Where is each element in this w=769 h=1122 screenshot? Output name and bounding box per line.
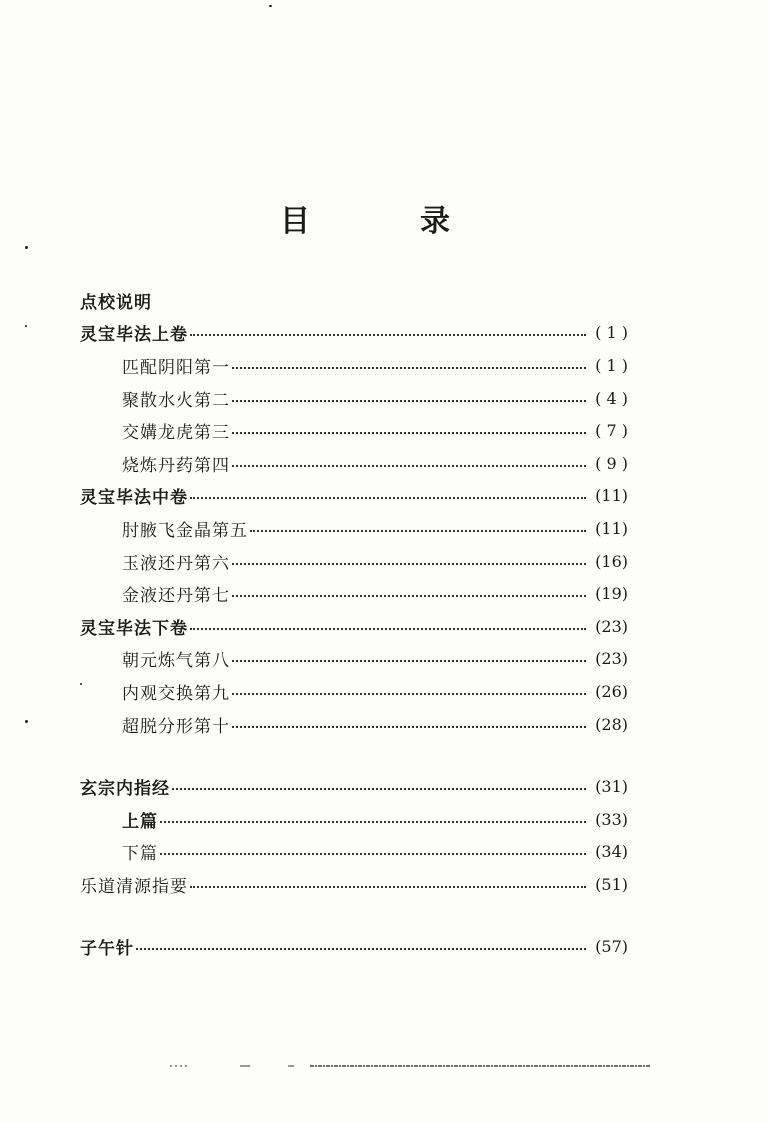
toc-entry-part-lower[interactable] <box>80 836 628 869</box>
dot-leader <box>232 692 586 695</box>
dot-leader <box>232 725 586 728</box>
toc-entry-xuanzong[interactable] <box>80 770 628 803</box>
toc-page-number: (16) <box>595 551 628 571</box>
toc-entry-label: 灵宝毕法下卷 <box>80 618 188 639</box>
toc-entry-label: 内观交换第九 <box>122 683 230 704</box>
toc-entry-label: 肘腋飞金晶第五 <box>122 520 248 541</box>
toc-entry-label: 灵宝毕法中卷 <box>80 488 188 509</box>
toc-entry-chapter-1[interactable] <box>80 349 628 382</box>
toc-entry-label: 玉液还丹第六 <box>122 553 230 574</box>
toc-page-number: (34) <box>595 842 628 862</box>
toc-page-number: (19) <box>595 584 628 604</box>
dot-leader <box>232 594 586 597</box>
toc-page-number: ( 1 ) <box>595 323 628 343</box>
toc-entry-label: 交媾龙虎第三 <box>122 423 230 444</box>
toc-page-number: (26) <box>595 681 628 701</box>
toc-page-number: (11) <box>595 518 628 538</box>
toc-entry-ledao[interactable] <box>80 868 628 901</box>
dot-leader <box>232 562 586 565</box>
toc-entry-chapter-6[interactable] <box>80 545 628 578</box>
table-of-contents <box>80 284 628 963</box>
dot-leader <box>232 366 586 369</box>
dot-leader <box>232 464 586 467</box>
toc-entry-chapter-3[interactable] <box>80 414 628 447</box>
toc-entry-label: 乐道清源指要 <box>80 876 188 897</box>
dot-leader <box>160 852 586 855</box>
toc-page-number: ( 7 ) <box>595 421 628 441</box>
toc-page-number: ( 1 ) <box>595 355 628 375</box>
scan-smudge <box>170 1064 650 1068</box>
toc-entry-label: 点校说明 <box>80 292 152 313</box>
dot-leader <box>190 885 586 888</box>
dot-leader <box>160 820 586 823</box>
toc-entry-label: 聚散水火第二 <box>122 390 230 411</box>
toc-page-number: (51) <box>595 874 628 894</box>
toc-page-number: (33) <box>595 809 628 829</box>
scan-speck <box>25 246 28 249</box>
toc-entry-label: 烧炼丹药第四 <box>122 455 230 476</box>
toc-entry-label: 子午针 <box>80 939 134 960</box>
toc-entry-volume-3[interactable] <box>80 610 628 643</box>
page-title: 目 录 <box>280 204 490 239</box>
toc-page-number: (23) <box>595 616 628 636</box>
toc-entry-part-upper[interactable] <box>80 803 628 836</box>
toc-page-number: (11) <box>595 486 628 506</box>
toc-page-number: (31) <box>595 777 628 797</box>
toc-entry-label: 匹配阴阳第一 <box>122 357 230 378</box>
toc-page-number: ( 4 ) <box>595 388 628 408</box>
toc-entry-label: 下篇 <box>122 844 158 865</box>
toc-page-number: (28) <box>595 714 628 734</box>
toc-entry-chapter-2[interactable] <box>80 382 628 415</box>
toc-entry-chapter-7[interactable] <box>80 577 628 610</box>
dot-leader <box>232 431 586 434</box>
toc-entry-label: 超脱分形第十 <box>122 716 230 737</box>
toc-entry-label: 玄宗内指经 <box>80 779 170 800</box>
dot-leader <box>190 333 586 336</box>
toc-entry-label: 上篇 <box>122 811 158 832</box>
scan-speck <box>25 720 28 723</box>
toc-entry-chapter-4[interactable] <box>80 447 628 480</box>
dot-leader <box>232 399 586 402</box>
toc-entry-label: 灵宝毕法上卷 <box>80 325 188 346</box>
dot-leader <box>232 659 586 662</box>
toc-entry-volume-1[interactable] <box>80 317 628 350</box>
dot-leader <box>190 627 586 630</box>
toc-entry-volume-2[interactable] <box>80 480 628 513</box>
scan-speck <box>269 5 272 7</box>
toc-entry-chapter-8[interactable] <box>80 643 628 676</box>
toc-page-number: (57) <box>595 937 628 957</box>
toc-entry-label: 朝元炼气第八 <box>122 651 230 672</box>
toc-entry-label: 金液还丹第七 <box>122 586 230 607</box>
toc-entry-ziwuzhen[interactable] <box>80 931 628 964</box>
dot-leader <box>172 787 586 790</box>
toc-entry-chapter-9[interactable] <box>80 675 628 708</box>
toc-page-number: ( 9 ) <box>595 453 628 473</box>
dot-leader <box>250 529 586 532</box>
toc-entry-chapter-10[interactable] <box>80 708 628 741</box>
dot-leader <box>136 947 586 950</box>
toc-entry-preface[interactable] <box>80 284 628 317</box>
dot-leader <box>190 496 586 499</box>
toc-page-number: (23) <box>595 649 628 669</box>
toc-entry-chapter-5[interactable] <box>80 512 628 545</box>
scan-speck <box>25 325 27 327</box>
